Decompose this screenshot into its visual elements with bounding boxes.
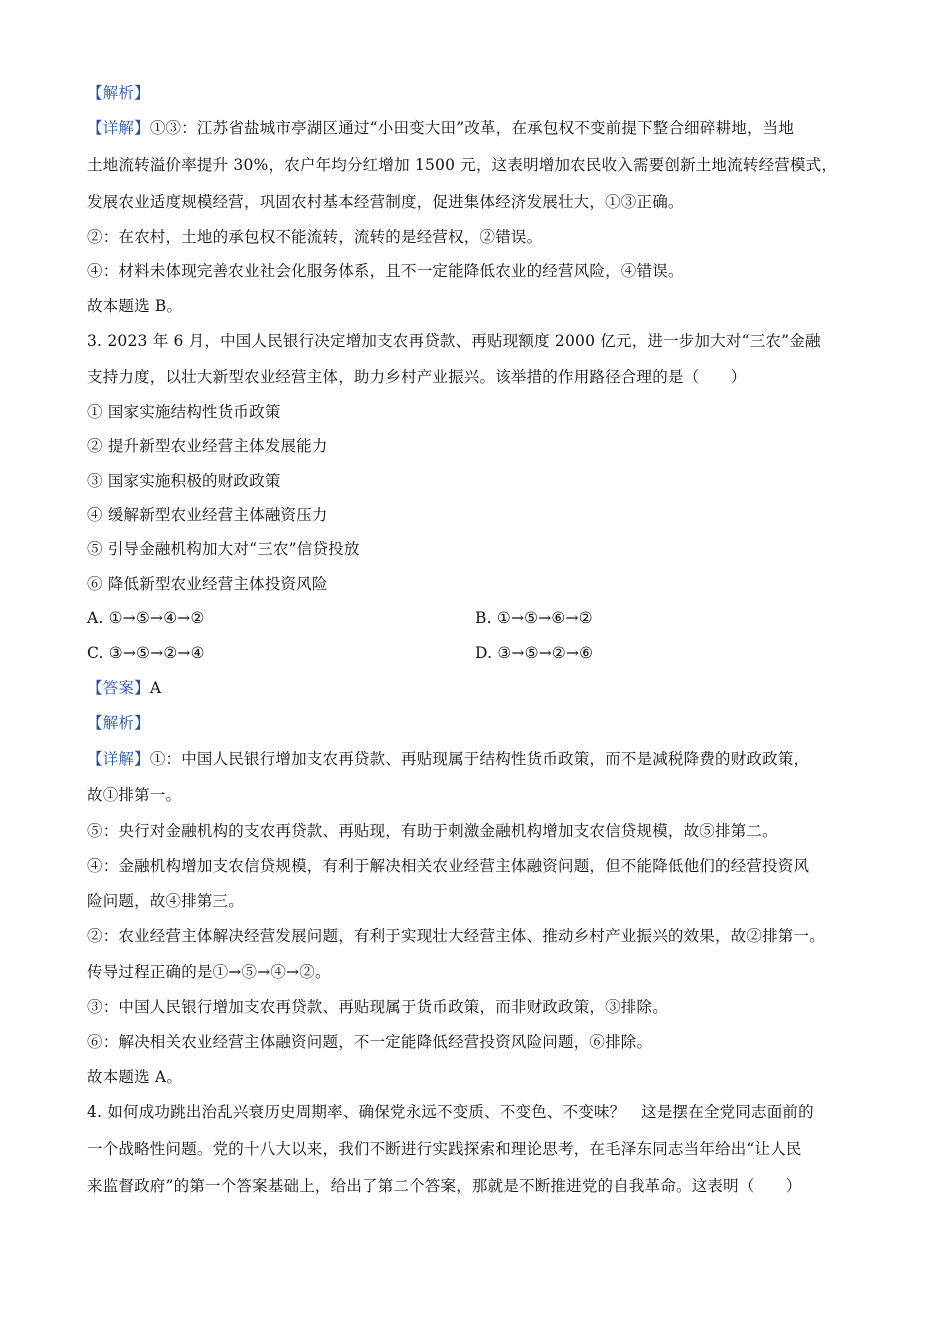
conclusion-line: 故本题选 B。	[87, 297, 183, 315]
detail-tag: 【详解】	[87, 119, 150, 137]
detail-line: ④：材料未体现完善农业社会化服务体系，且不一定能降低农业的经营风险，④错误。	[87, 262, 684, 280]
answer-tag: 【答案】	[87, 679, 150, 697]
detail-line: 险问题，故④排第三。	[87, 892, 245, 910]
question-stem: 来监督政府”的第一个答案基础上，给出了第二个答案，那就是不断推进党的自我革命。这表明（ ）	[87, 1177, 802, 1195]
answer-line	[87, 678, 161, 698]
conclusion-line: 故本题选 A。	[87, 1068, 183, 1086]
question-item: ① 国家实施结构性货币政策	[87, 403, 281, 421]
answer-value: A	[149, 679, 162, 697]
option-a: A. ①→⑤→④→②	[87, 609, 205, 627]
question-item: ③ 国家实施积极的财政政策	[87, 472, 281, 490]
detail-line: ③：中国人民银行增加支农再贷款、再贴现属于货币政策，而非财政政策，③排除。	[87, 998, 668, 1016]
analysis-tag: 【解析】	[87, 714, 150, 732]
detail-line: 发展农业适度规模经营，巩固农村基本经营制度，促进集体经济发展壮大，①③正确。	[87, 193, 684, 211]
option-c: C. ③→⑤→②→④	[87, 644, 205, 662]
option-d: D. ③→⑤→②→⑥	[475, 644, 594, 662]
detail-line: ⑥：解决相关农业经营主体融资问题，不一定能降低经营投资风险问题，⑥排除。	[87, 1033, 653, 1051]
option-b: B. ①→⑤→⑥→②	[475, 609, 593, 627]
question-item: ④ 缓解新型农业经营主体融资压力	[87, 506, 328, 524]
question-stem: 一个战略性问题。党的十八大以来，我们不断进行实践探索和理论思考，在毛泽东同志当年给出“让人民	[87, 1140, 802, 1158]
detail-line: 土地流转溢价率提升 30%，农户年均分红增加 1500 元，这表明增加农民收入需要创新土地流转经营模式，	[87, 156, 838, 174]
question-stem: 3. 2023 年 6 月，中国人民银行决定增加支农再贷款、再贴现额度 2000 亿元，进一步加大对“三农”金融	[87, 332, 821, 350]
detail-line: 传导过程正确的是①→⑤→④→②。	[87, 963, 331, 981]
question-stem: 4. 如何成功跳出治乱兴衰历史周期率、确保党永远不变质、不变色、不变味？ 这是摆在全党同志面前的	[87, 1103, 814, 1121]
analysis-tag: 【解析】	[87, 84, 150, 102]
detail-line: ②：在农村，土地的承包权不能流转，流转的是经营权，②错误。	[87, 228, 543, 246]
detail-line: ②：农业经营主体解决经营发展问题，有利于实现壮大经营主体、推动乡村产业振兴的效果，故②排第一。	[87, 927, 825, 945]
question-item: ⑥ 降低新型农业经营主体投资风险	[87, 575, 328, 593]
detail-line: 【详解】①：中国人民银行增加支农再贷款、再贴现属于结构性货币政策，而不是减税降费的财政政策，	[87, 750, 810, 768]
detail-line: 故①排第一。	[87, 786, 182, 804]
question-item: ② 提升新型农业经营主体发展能力	[87, 437, 328, 455]
detail-line: 【详解】①③：江苏省盐城市亭湖区通过“小田变大田”改革，在承包权不变前提下整合细碎耕地，当地	[87, 119, 795, 137]
question-stem: 支持力度，以壮大新型农业经营主体，助力乡村产业振兴。该举措的作用路径合理的是（ ）	[87, 368, 747, 386]
detail-line: ④：金融机构增加支农信贷规模，有利于解决相关农业经营主体融资问题，但不能降低他们的经营投资风	[87, 857, 810, 875]
detail-tag: 【详解】	[87, 750, 150, 768]
detail-line: ⑤：央行对金融机构的支农再贷款、再贴现，有助于刺激金融机构增加支农信贷规模，故⑤排第二。	[87, 822, 778, 840]
question-item: ⑤ 引导金融机构加大对“三农”信贷投放	[87, 540, 360, 558]
